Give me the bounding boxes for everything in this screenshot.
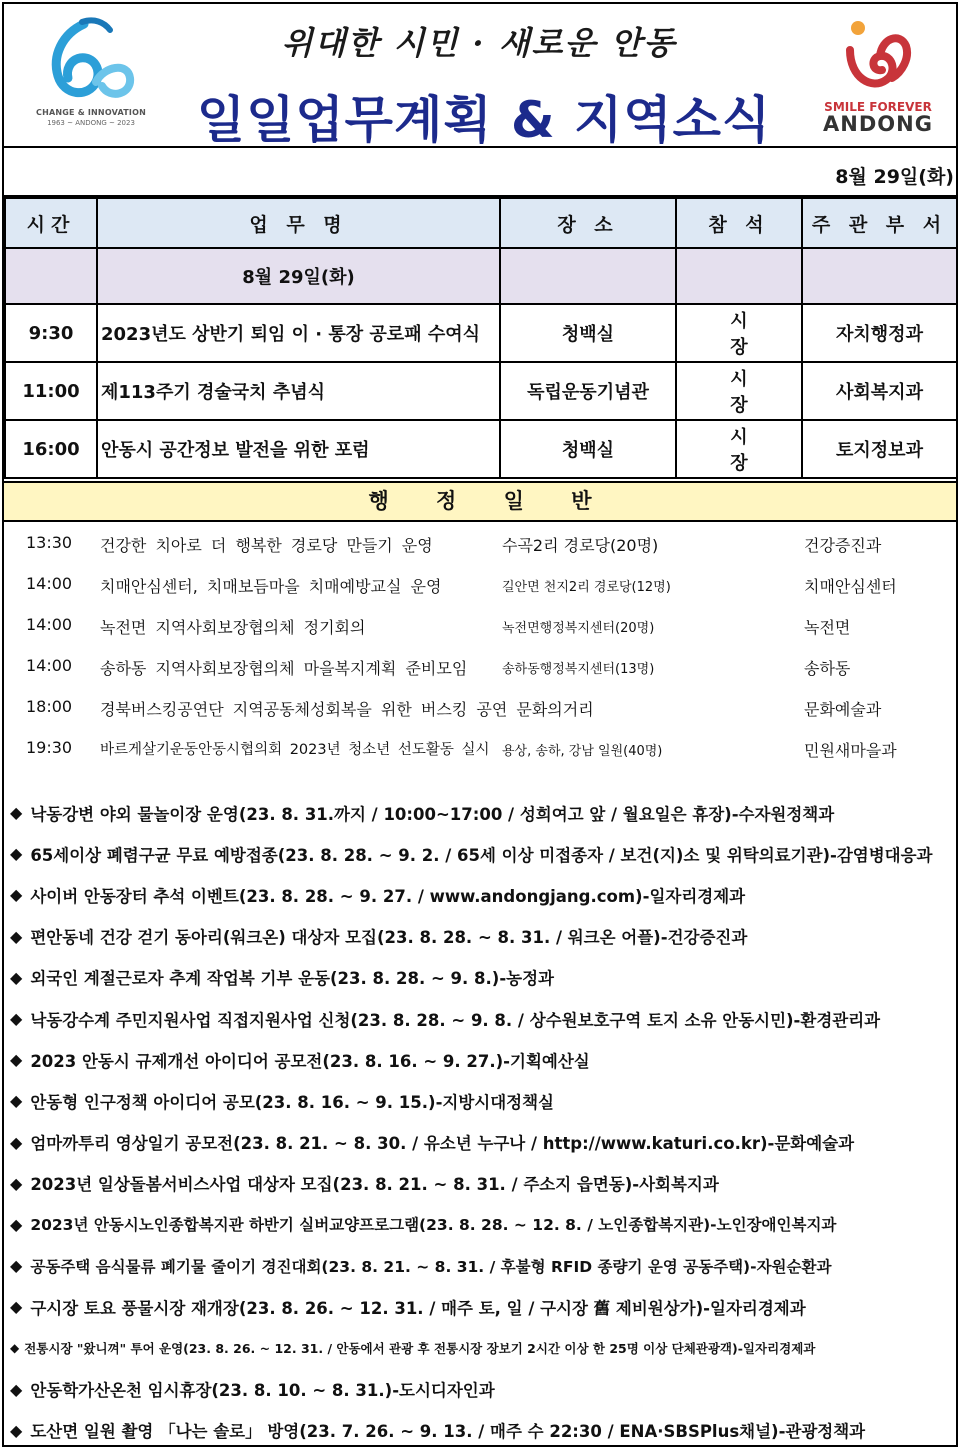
schedule-table <box>4 197 958 479</box>
diamond-bullet-icon: ◆ <box>10 885 23 905</box>
news-text: 외국인 계절근로자 추계 작업복 기부 운동(23. 8. 28. ~ 9. 8.)-농정과 <box>30 969 554 989</box>
news-item <box>4 874 956 915</box>
news-text: 전통시장 "왔니껴" 투어 운영(23. 8. 26. ~ 12. 31. / 안동에서 관광 후 전통시장 장보기 2시간 이상 한 25명 이상 단체관광객)-일자리경제과 <box>24 1341 816 1357</box>
diamond-bullet-icon: ◆ <box>10 1379 23 1399</box>
col-task: 업 무 명 <box>97 198 500 248</box>
news-text: 낙동강변 야외 물놀이장 운영(23. 8. 31.까지 / 10:00~17:00 / 성희여고 앞 / 월요일은 휴장)-수자원정책과 <box>30 804 835 824</box>
item-place: 녹전면행정복지센터(20명) <box>502 621 655 636</box>
row-time: 11:00 <box>5 362 97 420</box>
news-item <box>4 1369 956 1410</box>
row-place: 청백실 <box>500 304 676 362</box>
item-time: 14:00 <box>26 656 73 675</box>
diamond-bullet-icon: ◆ <box>10 967 23 987</box>
diamond-bullet-icon: ◆ <box>10 844 23 864</box>
item-time: 19:30 <box>26 738 73 757</box>
diamond-bullet-icon: ◆ <box>10 1173 23 1193</box>
news-item <box>4 916 956 957</box>
diamond-bullet-icon: ◆ <box>10 926 23 946</box>
logo-slogan: SMILE FOREVER <box>824 100 932 114</box>
diamond-bullet-icon: ◆ <box>10 1009 23 1029</box>
diamond-bullet-icon: ◆ <box>10 1091 23 1111</box>
date-line <box>4 148 956 197</box>
section-title-admin: 행 정 일 반 <box>4 481 956 522</box>
news-text: 2023년 안동시노인종합복지관 하반기 실버교양프로그램(23. 8. 28. ~ 12. 8. / 노인종합복지관)-노인장애인복지과 <box>30 1216 837 1235</box>
logo-city: ANDONG <box>823 112 933 136</box>
row-place: 독립운동기념관 <box>500 362 676 420</box>
news-item <box>4 1039 956 1080</box>
row-dept: 토지정보과 <box>802 420 957 478</box>
news-text: 65세이상 폐렴구균 무료 예방접종(23. 8. 28. ~ 9. 2. / 65세 이상 미접종자 / 보건(지)소 및 위탁의료기관)-감염병대응과 <box>30 845 933 865</box>
header <box>4 4 956 148</box>
row-time: 9:30 <box>5 304 97 362</box>
news-item <box>4 1204 956 1245</box>
item-dept: 녹전면 <box>804 618 851 637</box>
row-name: 안동시 공간정보 발전을 위한 포럼 <box>97 420 500 478</box>
news-item <box>4 998 956 1039</box>
item-time: 13:30 <box>26 533 73 552</box>
row-attendee: 시 장 <box>676 420 802 478</box>
row-attendee: 시 장 <box>676 304 802 362</box>
logo-caption: CHANGE & INNOVATION <box>36 108 146 117</box>
item-time: 18:00 <box>26 697 73 716</box>
list-item <box>4 563 956 604</box>
item-name: 녹전면 지역사회보장협의체 정기회의 <box>100 618 366 637</box>
list-item <box>4 522 956 563</box>
row-name: 제113주기 경술국치 추념식 <box>97 362 500 420</box>
col-place: 장 소 <box>500 198 676 248</box>
logo-years: 1963 ~ ANDONG ~ 2023 <box>47 119 135 127</box>
news-item <box>4 957 956 998</box>
table-row <box>5 420 957 478</box>
news-item <box>4 1122 956 1163</box>
diamond-bullet-icon: ◆ <box>10 1256 23 1276</box>
table-row <box>5 362 957 420</box>
item-place: 길안면 천지2리 경로당(12명) <box>502 580 671 595</box>
col-time: 시간 <box>5 198 97 248</box>
item-dept: 문화예술과 <box>804 700 882 719</box>
diamond-bullet-icon: ◆ <box>10 1341 20 1356</box>
item-place: 수곡2리 경로당(20명) <box>502 536 659 555</box>
news-item <box>4 1080 956 1121</box>
row-name: 2023년도 상반기 퇴임 이 · 통장 공로패 수여식 <box>97 304 500 362</box>
news-list <box>4 792 956 1449</box>
item-dept: 민원새마을과 <box>804 741 897 760</box>
col-dept: 주 관 부 서 <box>802 198 957 248</box>
news-text: 안동형 인구정책 아이디어 공모(23. 8. 16. ~ 9. 15.)-지방시대정책실 <box>30 1092 554 1112</box>
admin-list <box>4 522 956 768</box>
andong-logo <box>816 14 940 138</box>
row-dept: 자치행정과 <box>802 304 957 362</box>
news-text: 편안동네 건강 걷기 동아리(워크온) 대상자 모집(23. 8. 28. ~ 8. 31. / 워크온 어플)-건강증진과 <box>30 928 748 948</box>
table-row <box>5 304 957 362</box>
news-item <box>4 1327 956 1368</box>
row-place: 청백실 <box>500 420 676 478</box>
item-place: 용상, 송하, 강남 일원(40명) <box>502 744 663 759</box>
date-row-label: 8월 29일(화) <box>97 248 500 304</box>
news-item <box>4 1410 956 1449</box>
list-item <box>4 645 956 686</box>
item-name: 경북버스킹공연단 지역공동체성회복을 위한 버스킹 공연 문화의거리 <box>100 700 594 719</box>
news-text: 낙동강수계 주민지원사업 직접지원사업 신청(23. 8. 28. ~ 9. 8. / 상수원보호구역 토지 소유 안동시민)-환경관리과 <box>30 1010 881 1030</box>
row-time: 16:00 <box>5 420 97 478</box>
news-item <box>4 1163 956 1204</box>
smile-andong-icon <box>842 16 914 98</box>
item-time: 14:00 <box>26 615 73 634</box>
list-item <box>4 686 956 727</box>
slogan: 위대한 시민 · 새로운 안동 <box>281 24 677 62</box>
item-name: 송하동 지역사회보장협의체 마을복지계획 준비모임 <box>100 659 468 678</box>
news-item <box>4 833 956 874</box>
item-name: 건강한 치아로 더 행복한 경로당 만들기 운영 <box>100 536 433 555</box>
news-text: 구시장 토요 풍물시장 재개장(23. 8. 26. ~ 12. 31. / 매주 토, 일 / 구시장 舊 제비원상가)-일자리경제과 <box>30 1298 806 1318</box>
news-text: 안동학가산온천 임시휴장(23. 8. 10. ~ 8. 31.)-도시디자인과 <box>30 1381 495 1401</box>
page-title: 일일업무계획 & 지역소식 <box>196 91 772 149</box>
diamond-bullet-icon: ◆ <box>10 1132 23 1152</box>
row-dept: 사회복지과 <box>802 362 957 420</box>
current-date: 8월 29일(화) <box>835 166 954 188</box>
date-row <box>5 248 957 304</box>
document-frame <box>2 2 958 1447</box>
item-dept: 치매안심센터 <box>804 577 897 596</box>
news-item <box>4 792 956 833</box>
news-item <box>4 1245 956 1286</box>
sixty-logo-icon <box>44 16 138 106</box>
item-name: 치매안심센터, 치매보듬마을 치매예방교실 운영 <box>100 577 442 596</box>
row-attendee: 시 장 <box>676 362 802 420</box>
diamond-bullet-icon: ◆ <box>10 1297 23 1317</box>
list-item <box>4 604 956 645</box>
item-place: 송하동행정복지센터(13명) <box>502 662 655 677</box>
diamond-bullet-icon: ◆ <box>10 803 23 823</box>
news-text: 2023년 일상돌봄서비스사업 대상자 모집(23. 8. 21. ~ 8. 31. / 주소지 읍면동)-사회복지과 <box>30 1175 719 1195</box>
diamond-bullet-icon: ◆ <box>10 1214 23 1234</box>
item-time: 14:00 <box>26 574 73 593</box>
news-text: 사이버 안동장터 추석 이벤트(23. 8. 28. ~ 9. 27. / www.andongjang.com)-일자리경제과 <box>30 886 746 906</box>
anniversary-logo <box>36 16 146 134</box>
col-attendee: 참 석 <box>676 198 802 248</box>
news-text: 공동주택 음식물류 폐기물 줄이기 경진대회(23. 8. 21. ~ 8. 31. / 후불형 RFID 종량기 운영 공동주택)-자원순환과 <box>30 1257 832 1276</box>
news-text: 도산면 일원 촬영 「나는 솔로」 방영(23. 7. 26. ~ 9. 13. / 매주 수 22:30 / ENA·SBSPlus채널)-관광정책과 <box>30 1422 866 1442</box>
item-dept: 건강증진과 <box>804 536 882 555</box>
list-item <box>4 727 956 768</box>
item-dept: 송하동 <box>804 659 851 678</box>
news-item <box>4 1286 956 1327</box>
diamond-bullet-icon: ◆ <box>10 1420 23 1440</box>
item-name: 바르게살기운동안동시협의회 2023년 청소년 선도활동 실시 <box>100 742 490 758</box>
table-header <box>5 198 957 248</box>
news-text: 엄마까투리 영상일기 공모전(23. 8. 21. ~ 8. 30. / 유소년 누구나 / http://www.katuri.co.kr)-문화예술과 <box>30 1134 855 1154</box>
diamond-bullet-icon: ◆ <box>10 1050 23 1070</box>
news-text: 2023 안동시 규제개선 아이디어 공모전(23. 8. 16. ~ 9. 27.)-기획예산실 <box>30 1051 590 1071</box>
